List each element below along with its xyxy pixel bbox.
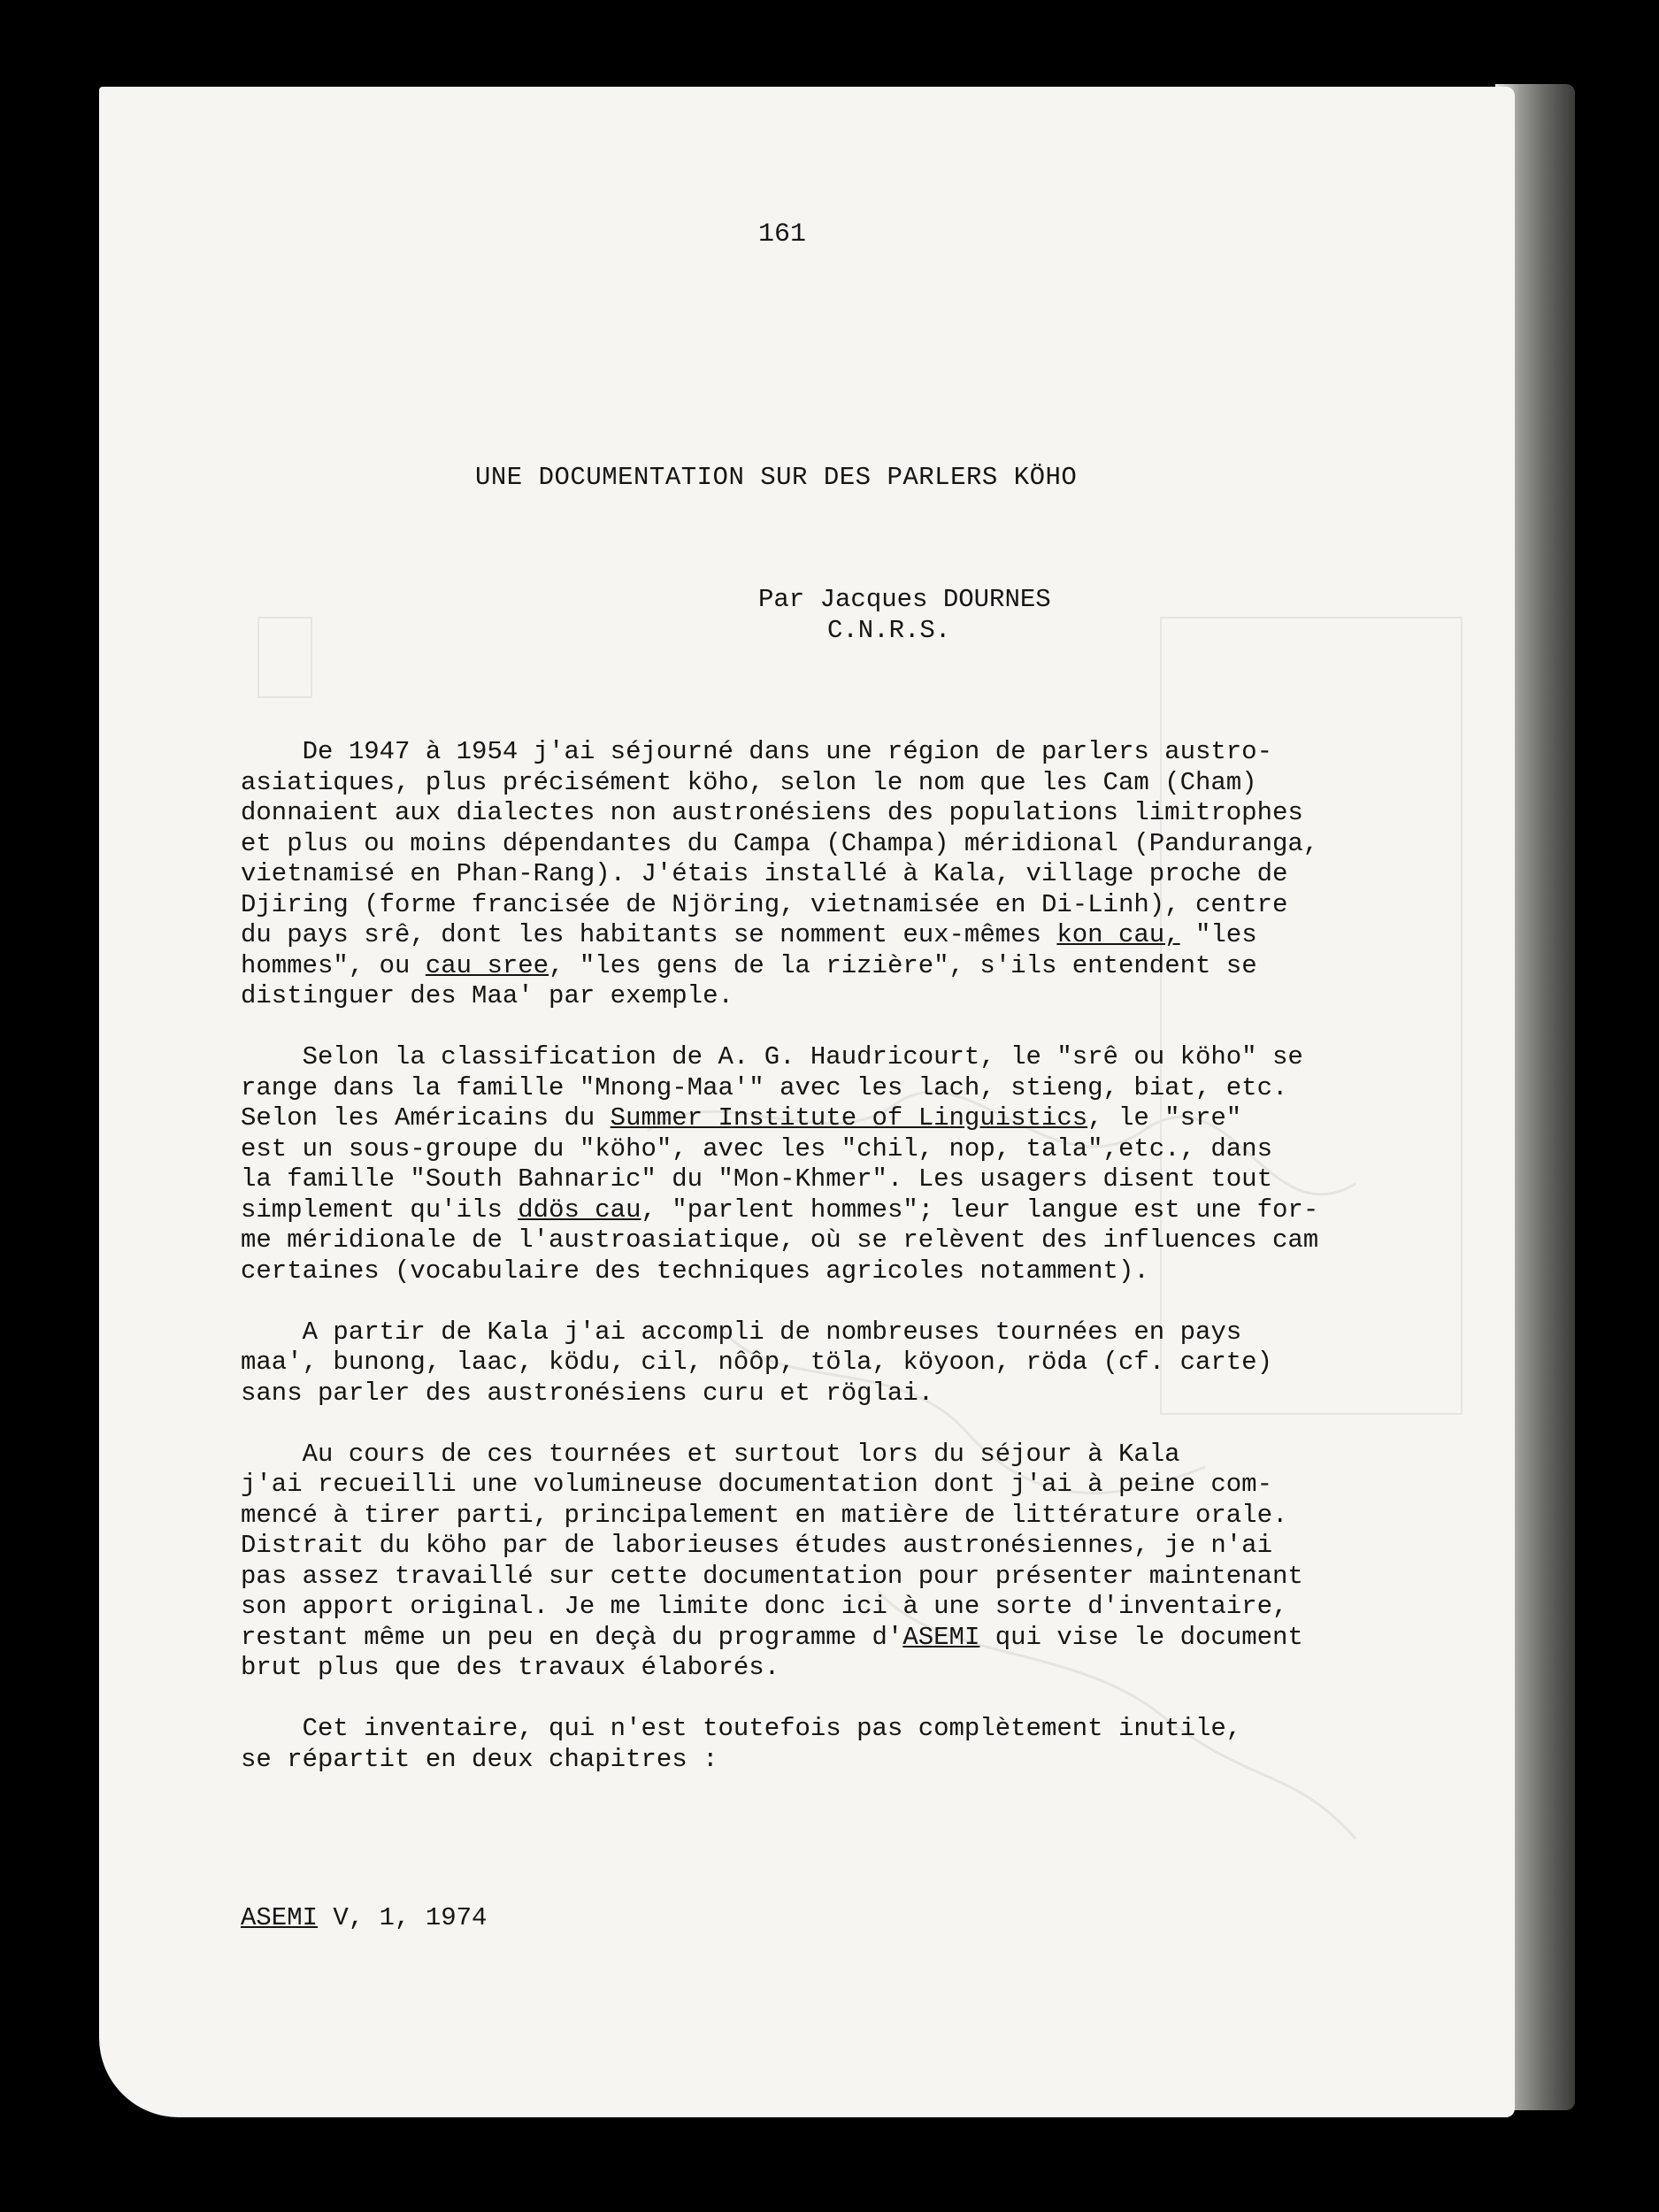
text-line	[241, 1103, 1488, 1134]
text-run: , "les gens de la rizière", s'ils entendent se	[549, 950, 1257, 980]
text-run: restant même un peu en deçà du programme d'	[241, 1622, 903, 1652]
text-run: De 1947 à 1954 j'ai séjourné dans une région de parlers austro-	[241, 737, 1272, 766]
text-line	[241, 1195, 1488, 1226]
text-run: brut plus que des travaux élaborés.	[241, 1653, 780, 1682]
text-run: se répartit en deux chapitres :	[241, 1744, 718, 1774]
text-run: Distrait du köho par de laborieuses études austronésiennes, je n'ai	[241, 1531, 1272, 1560]
text-line	[241, 1745, 1488, 1776]
page-number: 161	[758, 219, 807, 250]
text-line	[241, 1501, 1488, 1532]
text-line	[241, 1164, 1488, 1195]
body-text	[241, 737, 1488, 1775]
text-run: et plus ou moins dépendantes du Campa (Champa) méridional (Panduranga,	[241, 828, 1319, 858]
text-line	[241, 1317, 1488, 1348]
paragraph	[241, 1714, 1488, 1775]
text-line	[241, 1714, 1488, 1745]
paragraph	[241, 1042, 1488, 1286]
underlined-term: cau sree	[425, 950, 549, 980]
text-line	[241, 859, 1488, 890]
text-run: maa', bunong, laac, ködu, cil, nôôp, töla, köyoon, röda (cf. carte)	[241, 1348, 1272, 1377]
text-line	[241, 1256, 1488, 1287]
text-run: vietnamisé en Phan-Rang). J'étais installé à Kala, village proche de	[241, 859, 1288, 888]
text-run: Selon la classification de A. G. Haudricourt, le "srê ou köho" se	[241, 1042, 1303, 1071]
text-run: "les	[1179, 920, 1257, 949]
underlined-term: ddös cau	[518, 1194, 641, 1225]
text-line	[241, 737, 1488, 768]
text-run: hommes", ou	[241, 950, 426, 980]
text-line	[241, 1562, 1488, 1593]
text-run: qui vise le document	[979, 1622, 1303, 1652]
text-run: distinguer des Maa' par exemple.	[241, 981, 733, 1010]
text-line	[241, 1042, 1488, 1073]
text-run: , "parlent hommes"; leur langue est une for-	[641, 1194, 1319, 1225]
text-run: asiatiques, plus précisément köho, selon le nom que les Cam (Cham)	[241, 767, 1257, 797]
underlined-term: kon cau,	[1056, 920, 1180, 949]
text-line	[241, 890, 1488, 921]
text-run: pas assez travaillé sur cette documentation pour présenter maintenant	[241, 1561, 1303, 1591]
text-line	[241, 1134, 1488, 1165]
text-run: Cet inventaire, qui n'est toutefois pas complètement inutile,	[241, 1714, 1242, 1743]
text-run: simplement qu'ils	[241, 1194, 518, 1225]
text-line	[241, 1653, 1488, 1684]
text-run: A partir de Kala j'ai accompli de nombreuses tournées en pays	[241, 1317, 1242, 1347]
document-page	[99, 87, 1515, 2117]
author-line: Par Jacques DOURNES	[758, 585, 1051, 614]
text-line	[241, 1225, 1488, 1256]
text-run: Djiring (forme francisée de Njöring, vietnamisée en Di-Linh), centre	[241, 889, 1288, 919]
text-line	[241, 1592, 1488, 1623]
text-run: certaines (vocabulaire des techniques agricoles notamment).	[241, 1256, 1149, 1286]
paragraph	[241, 737, 1488, 1012]
text-run: du pays srê, dont les habitants se nomment eux-mêmes	[241, 920, 1057, 949]
text-run: j'ai recueilli une volumineuse documentation dont j'ai à peine com-	[241, 1470, 1272, 1499]
paragraph	[241, 1440, 1488, 1684]
text-line	[241, 798, 1488, 829]
underlined-term: Summer Institute of Linguistics	[610, 1103, 1088, 1133]
text-line	[241, 951, 1488, 982]
text-line	[241, 1531, 1488, 1562]
text-line	[241, 1379, 1488, 1409]
text-run: Au cours de ces tournées et surtout lors du séjour à Kala	[241, 1439, 1180, 1469]
text-run: mencé à tirer parti, principalement en matière de littérature orale.	[241, 1500, 1288, 1530]
text-line	[241, 920, 1488, 951]
text-line	[241, 1440, 1488, 1471]
text-line	[241, 1348, 1488, 1379]
text-run: est un sous-groupe du "köho", avec les "chil, nop, tala",etc., dans	[241, 1133, 1272, 1164]
text-line	[241, 1470, 1488, 1501]
article-title: UNE DOCUMENTATION SUR DES PARLERS KÖHO	[475, 463, 1078, 492]
text-run: donnaient aux dialectes non austronésiens des populations limitrophes	[241, 798, 1303, 827]
text-line	[241, 981, 1488, 1012]
paragraph	[241, 1317, 1488, 1409]
text-line	[241, 768, 1488, 799]
text-line	[241, 829, 1488, 860]
journal-footer	[241, 1903, 487, 1932]
text-line	[241, 1073, 1488, 1104]
text-run: son apport original. Je me limite donc ici à une sorte d'inventaire,	[241, 1592, 1288, 1621]
text-run: sans parler des austronésiens curu et röglai.	[241, 1378, 934, 1408]
text-run: , le "sre"	[1087, 1103, 1242, 1133]
journal-citation: V, 1, 1974	[318, 1903, 488, 1932]
text-run: me méridionale de l'austroasiatique, où se relèvent des influences cam	[241, 1225, 1319, 1255]
affiliation: C.N.R.S.	[827, 616, 951, 645]
underlined-term: ASEMI	[902, 1622, 980, 1652]
text-line	[241, 1623, 1488, 1654]
journal-name: ASEMI	[241, 1903, 319, 1932]
text-run: la famille "South Bahnaric" du "Mon-Khmer". Les usagers disent tout	[241, 1164, 1272, 1194]
text-run: range dans la famille "Mnong-Maa'" avec les lach, stieng, biat, etc.	[241, 1072, 1288, 1102]
text-run: Selon les Américains du	[241, 1103, 611, 1133]
